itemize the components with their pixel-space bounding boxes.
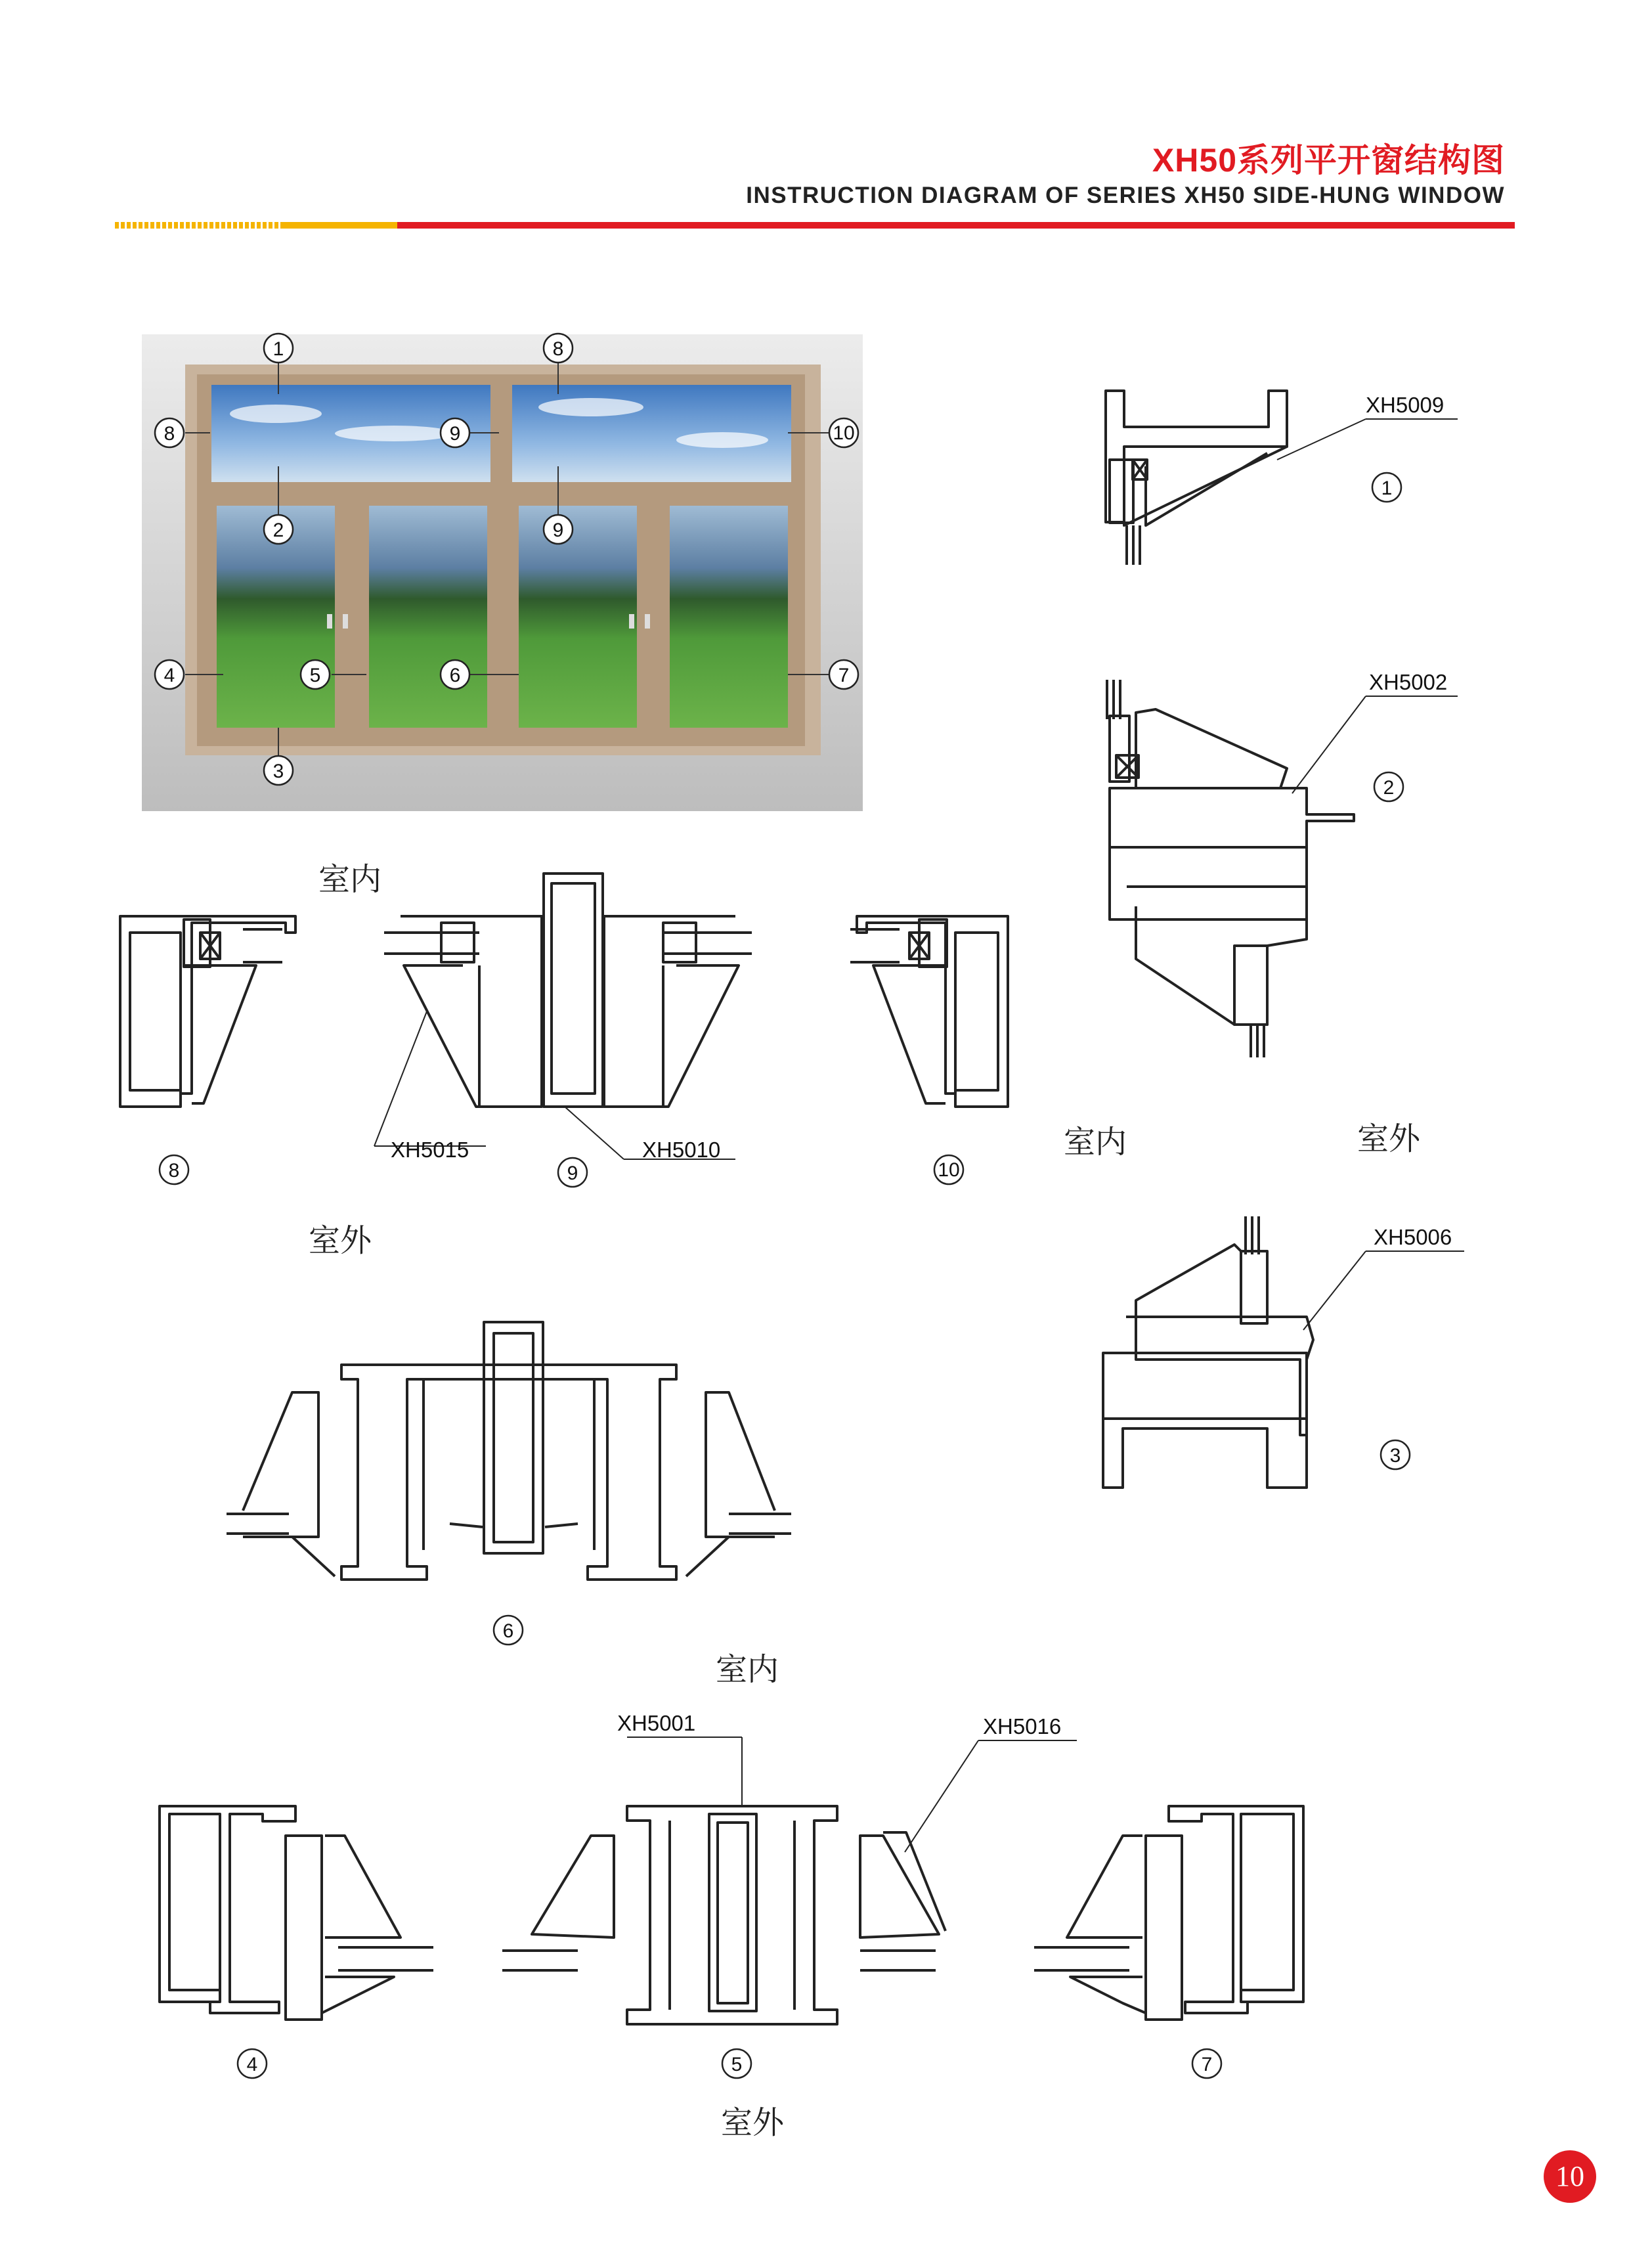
section-6-profile xyxy=(227,1322,791,1580)
photo-marker: 2 xyxy=(272,520,284,541)
photo-marker: 9 xyxy=(552,520,564,541)
section-7-profile xyxy=(1034,1806,1303,2020)
label-indoor-top: 室内 xyxy=(318,861,382,898)
photo-marker: 8 xyxy=(163,423,175,445)
section-9-profile xyxy=(374,874,752,1159)
section-2-profile xyxy=(1107,680,1458,1057)
photo-marker: 8 xyxy=(552,338,564,360)
photo-marker: 6 xyxy=(449,665,461,686)
section-ref-4: 4 xyxy=(246,2054,258,2075)
section-ref-1: 1 xyxy=(1381,477,1393,499)
label-outdoor-right: 室外 xyxy=(1357,1120,1421,1157)
page-number: 10 xyxy=(1544,2150,1596,2203)
section-ref-8: 8 xyxy=(168,1160,180,1182)
label-indoor-bottom: 室内 xyxy=(716,1651,779,1688)
photo-marker: 7 xyxy=(838,665,850,686)
glass-sash-3 xyxy=(519,506,637,728)
glass-sash-4 xyxy=(670,506,788,728)
section-ref-3: 3 xyxy=(1389,1445,1401,1467)
section-ref-7: 7 xyxy=(1201,2054,1213,2075)
section-ref-5: 5 xyxy=(731,2054,743,2075)
photo-marker: 9 xyxy=(449,423,461,445)
photo-marker: 1 xyxy=(272,338,284,360)
code-xh5001: XH5001 xyxy=(617,1711,696,1735)
photo-marker: 4 xyxy=(163,665,175,686)
section-ref-6: 6 xyxy=(502,1620,514,1642)
code-xh5006: XH5006 xyxy=(1374,1225,1452,1249)
code-xh5010: XH5010 xyxy=(642,1138,721,1162)
photo-marker: 3 xyxy=(272,761,284,782)
label-outdoor-bottom: 室外 xyxy=(721,2104,785,2141)
label-outdoor-mid: 室外 xyxy=(309,1222,372,1259)
code-xh5016: XH5016 xyxy=(983,1714,1062,1738)
section-3-profile xyxy=(1103,1216,1464,1488)
section-ref-10: 10 xyxy=(938,1159,960,1181)
section-10-profile xyxy=(850,916,1008,1107)
window-photo xyxy=(142,334,863,811)
section-ref-2: 2 xyxy=(1383,777,1395,799)
glass-sash-2 xyxy=(369,506,487,728)
section-5-profile xyxy=(502,1806,946,2024)
code-xh5015: XH5015 xyxy=(391,1138,469,1162)
glass-top-right xyxy=(512,385,791,482)
page-title-en: INSTRUCTION DIAGRAM OF SERIES XH50 SIDE-HUNG WINDOW xyxy=(746,183,1505,208)
label-indoor-right: 室内 xyxy=(1064,1124,1127,1161)
section-4-profile xyxy=(160,1806,433,2020)
code-xh5002: XH5002 xyxy=(1369,670,1448,694)
photo-marker: 10 xyxy=(833,422,855,444)
page-title-cn: XH50系列平开窗结构图 xyxy=(1152,142,1505,179)
code-xh5009: XH5009 xyxy=(1366,393,1445,417)
photo-marker: 5 xyxy=(309,665,321,686)
section-ref-9: 9 xyxy=(567,1162,578,1184)
section-8-profile xyxy=(120,916,295,1107)
